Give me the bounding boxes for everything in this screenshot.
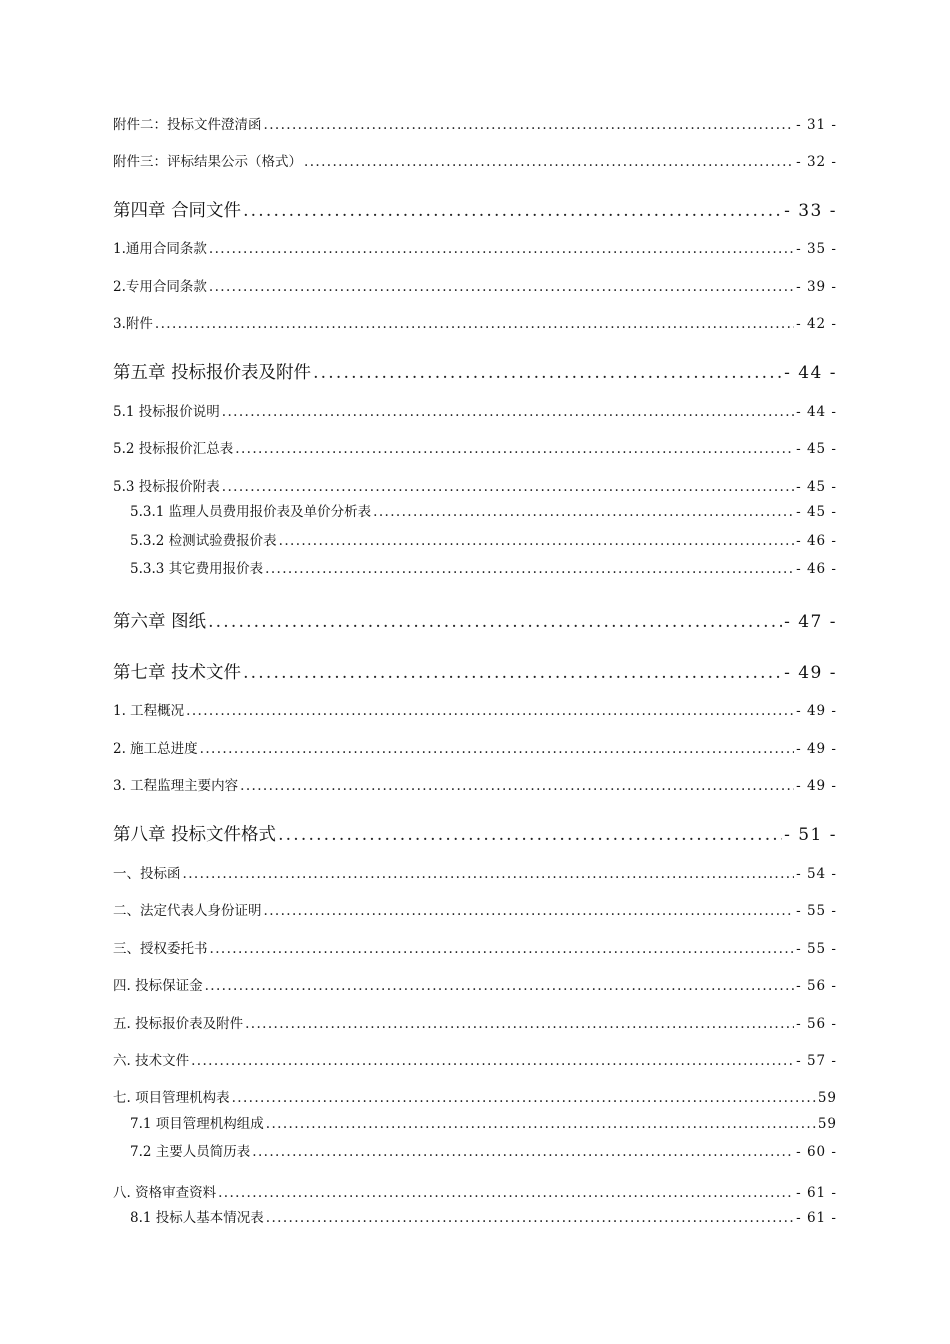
toc-subentry[interactable] [130,1140,837,1162]
toc-entry-label: 2. 施工总进度 [113,741,198,757]
toc-entry[interactable] [113,1086,837,1108]
toc-leader-dots [266,1208,794,1228]
toc-chapter-entry[interactable] [113,658,837,686]
toc-entry-page: - 45 - [796,479,837,495]
toc-entry-label: 三、授权委托书 [113,941,208,957]
toc-entry[interactable] [113,275,837,297]
toc-entry-label: 5.3.1 监理人员费用报价表及单价分析表 [130,504,372,520]
toc-entry-label: 第八章 投标文件格式 [113,825,277,845]
toc-entry-label: 八. 资格审查资料 [113,1185,217,1201]
toc-entry-label: 七. 项目管理机构表 [113,1090,230,1106]
toc-entry-page: - 61 - [796,1210,837,1226]
toc-entry-label: 六. 技术文件 [113,1053,190,1069]
toc-entry-page: - 51 - [784,825,837,845]
toc-leader-dots [265,559,794,579]
toc-leader-dots [232,1088,816,1108]
toc-leader-dots [313,360,782,386]
toc-entry[interactable] [113,974,837,996]
toc-entry-label: 7.2 主要人员简历表 [130,1144,251,1160]
toc-entry[interactable] [113,312,837,334]
toc-entry-label: 2.专用合同条款 [113,279,207,295]
toc-subentry[interactable] [130,1112,837,1134]
toc-chapter-entry[interactable] [113,358,837,386]
toc-leader-dots [245,1014,794,1034]
toc-entry-page: - 45 - [796,441,837,457]
toc-entry-page: 59 [817,1116,837,1132]
toc-entry-label: 7.1 项目管理机构组成 [130,1116,264,1132]
toc-entry-label: 四. 投标保证金 [113,978,203,994]
toc-entry-label: 第七章 技术文件 [113,663,242,683]
toc-leader-dots [200,739,794,759]
toc-entry-label: 第六章 图纸 [113,612,207,632]
toc-entry-page: - 55 - [796,903,837,919]
toc-entry-page: - 57 - [796,1053,837,1069]
toc-entry-label: 5.2 投标报价汇总表 [113,441,234,457]
toc-entry-page: - 49 - [796,778,837,794]
toc-entry[interactable] [113,899,837,921]
toc-leader-dots [252,1142,794,1162]
toc-entry-page: - 44 - [796,404,837,420]
toc-entry-page: - 56 - [796,978,837,994]
toc-entry-page: - 44 - [784,363,837,383]
toc-entry-label: 附件三：评标结果公示（格式） [113,154,302,170]
toc-entry-label: 8.1 投标人基本情况表 [130,1210,264,1226]
toc-entry-page: - 39 - [796,279,837,295]
toc-entry-label: 5.3 投标报价附表 [113,479,220,495]
toc-leader-dots [222,402,794,422]
toc-entry-label: 第四章 合同文件 [113,201,242,221]
toc-leader-dots [264,901,795,921]
toc-subentry[interactable] [130,1206,837,1228]
toc-entry-label: 5.1 投标报价说明 [113,404,220,420]
toc-entry[interactable] [113,1181,837,1203]
toc-entry-label: 5.3.2 检测试验费报价表 [130,533,277,549]
toc-leader-dots [209,277,794,297]
toc-leader-dots [235,439,794,459]
toc-entry-page: - 49 - [796,741,837,757]
toc-entry-page: - 56 - [796,1016,837,1032]
toc-leader-dots [264,115,795,135]
toc-entry-page: - 60 - [796,1144,837,1160]
toc-entry[interactable] [113,437,837,459]
toc-entry-page: - 32 - [796,154,837,170]
toc-leader-dots [155,314,794,334]
toc-leader-dots [243,198,782,224]
toc-leader-dots [218,1183,794,1203]
toc-entry[interactable] [113,475,837,497]
toc-leader-dots [304,152,794,172]
toc-entry-page: - 54 - [796,866,837,882]
toc-entry-page: - 55 - [796,941,837,957]
toc-chapter-entry[interactable] [113,607,837,635]
toc-entry-label: 一、投标函 [113,866,181,882]
toc-leader-dots [222,477,794,497]
toc-entry-label: 附件二：投标文件澄清函 [113,117,262,133]
toc-entry-label: 5.3.3 其它费用报价表 [130,561,264,577]
toc-entry-page: - 47 - [784,612,837,632]
toc-entry[interactable] [113,113,837,135]
toc-entry[interactable] [113,400,837,422]
toc-entry-label: 3. 工程监理主要内容 [113,778,239,794]
toc-leader-dots [210,939,795,959]
toc-entry[interactable] [113,862,837,884]
toc-entry-page: - 61 - [796,1185,837,1201]
toc-entry[interactable] [113,737,837,759]
toc-leader-dots [278,822,782,848]
toc-leader-dots [205,976,795,996]
toc-subentry[interactable] [130,529,837,551]
toc-entry-label: 第五章 投标报价表及附件 [113,363,312,383]
toc-entry-page: - 35 - [796,241,837,257]
toc-leader-dots [208,609,782,635]
toc-chapter-entry[interactable] [113,196,837,224]
toc-entry[interactable] [113,937,837,959]
toc-entry-page: - 33 - [784,201,837,221]
toc-entry-page: 59 [817,1090,837,1106]
toc-entry-label: 1. 工程概况 [113,703,185,719]
toc-entry-page: - 42 - [796,316,837,332]
toc-entry[interactable] [113,1049,837,1071]
toc-subentry[interactable] [130,557,837,579]
toc-leader-dots [266,1114,816,1134]
toc-entry-page: - 46 - [796,561,837,577]
toc-leader-dots [243,660,782,686]
toc-leader-dots [209,239,794,259]
toc-entry-label: 3.附件 [113,316,153,332]
toc-entry-page: - 49 - [796,703,837,719]
toc-subentry[interactable] [130,500,837,522]
toc-entry[interactable] [113,237,837,259]
toc-leader-dots [183,864,795,884]
toc-entry-page: - 31 - [796,117,837,133]
toc-leader-dots [279,531,794,551]
toc-entry-label: 五. 投标报价表及附件 [113,1016,244,1032]
toc-leader-dots [186,701,794,721]
toc-entry-page: - 45 - [796,504,837,520]
toc-leader-dots [373,502,794,522]
toc-entry-label: 1.通用合同条款 [113,241,207,257]
toc-leader-dots [191,1051,794,1071]
toc-entry[interactable] [113,150,837,172]
toc-entry-page: - 46 - [796,533,837,549]
toc-entry[interactable] [113,699,837,721]
toc-entry-label: 二、法定代表人身份证明 [113,903,262,919]
toc-entry[interactable] [113,1012,837,1034]
toc-chapter-entry[interactable] [113,820,837,848]
toc-entry[interactable] [113,774,837,796]
toc-leader-dots [240,776,794,796]
toc-entry-page: - 49 - [784,663,837,683]
